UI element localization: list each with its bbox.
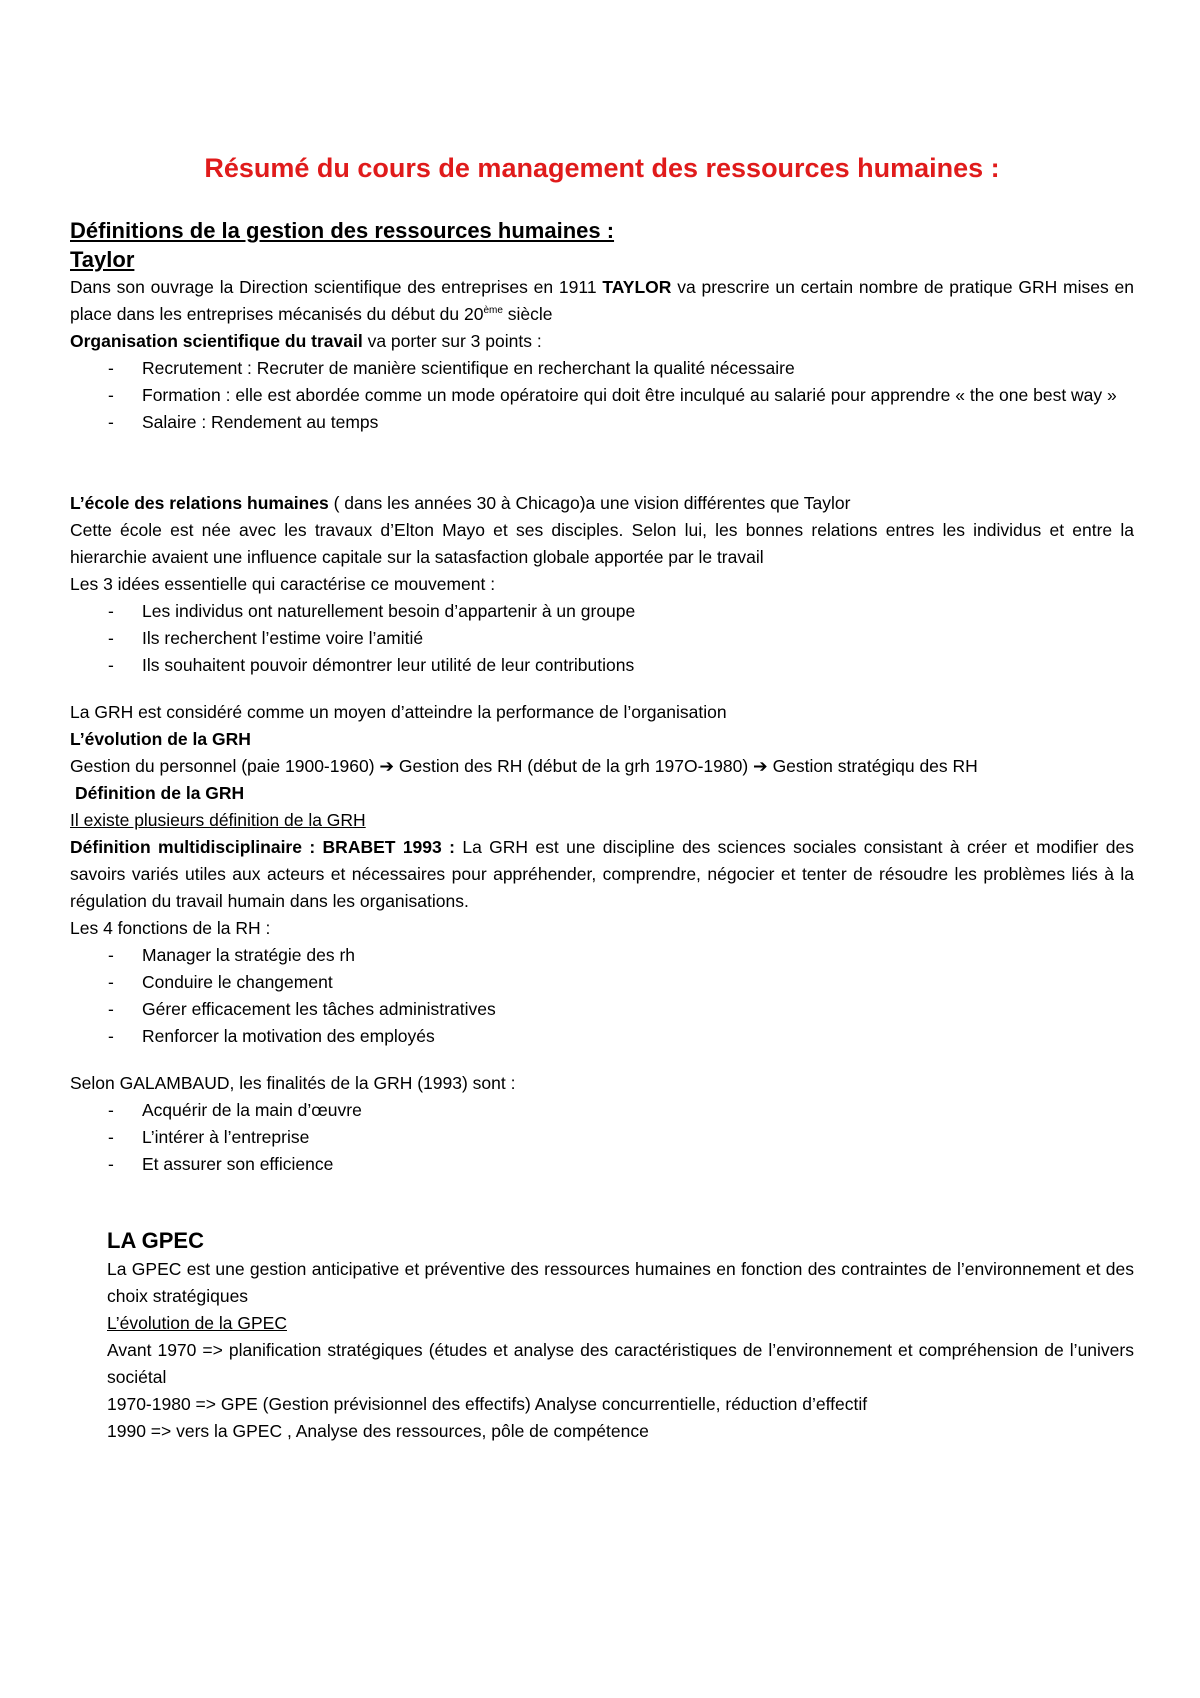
grh-multidisciplinary-definition — [70, 834, 1134, 915]
grh-several-definitions: Il existe plusieurs définition de la GRH — [70, 810, 366, 830]
relations-heading-line — [70, 490, 1134, 517]
grh-evolution-heading: L’évolution de la GRH — [70, 729, 251, 749]
list-item: - Ils souhaitent pouvoir démontrer leur utilité de leur contributions — [142, 652, 1134, 679]
grh-functions-list — [70, 942, 1134, 1050]
gpec-before-1970: Avant 1970 => planification stratégiques (études et analyse des caractéristiques de l’environnement et compréhension de l’univers sociétal — [107, 1340, 1134, 1387]
relations-ideas-list — [70, 598, 1134, 679]
document-page — [70, 150, 1134, 1445]
grh-evolution-line — [70, 753, 1134, 780]
taylor-heading: Taylor — [70, 247, 135, 272]
spacer — [70, 436, 1134, 490]
relations-paragraph: Cette école est née avec les travaux d’Elton Mayo et ses disciples. Selon lui, les bonnes relations entres les individus et entre la hierarchie avaient une influence capitale sur la satasfaction globale apportée par le travail — [70, 520, 1134, 567]
list-item: - Acquérir de la main d’œuvre — [142, 1097, 1134, 1124]
ost-line — [70, 328, 1134, 355]
grh-evolution-step-3: Gestion stratégiqu des RH — [767, 756, 978, 776]
grh-definition-heading: Définition de la GRH — [75, 783, 245, 803]
definitions-heading: Définitions de la gestion des ressources humaines : — [70, 218, 615, 243]
spacer — [70, 679, 1134, 699]
spacer — [70, 1178, 1134, 1226]
relations-school-rest: ( dans les années 30 à Chicago)a une vision différentes que Taylor — [328, 493, 851, 513]
gpec-heading: LA GPEC — [107, 1228, 204, 1253]
grh-evolution-step-1: Gestion du personnel (paie 1900-1960) — [70, 756, 380, 776]
list-item: - Renforcer la motivation des employés — [142, 1023, 1134, 1050]
gpec-1990: 1990 => vers la GPEC , Analyse des ressources, pôle de compétence — [107, 1421, 649, 1441]
relations-ideas-intro: Les 3 idées essentielle qui caractérise ce mouvement : — [70, 574, 496, 594]
list-item: - Gérer efficacement les tâches administratives — [142, 996, 1134, 1023]
grh-consider-line: La GRH est considéré comme un moyen d’atteindre la performance de l’organisation — [70, 702, 727, 722]
taylor-intro-text-3: siècle — [502, 304, 553, 324]
ost-bold-text: Organisation scientifique du travail — [70, 331, 363, 351]
list-item: - L’intérer à l’entreprise — [142, 1124, 1134, 1151]
list-item: - Manager la stratégie des rh — [142, 942, 1134, 969]
grh-evolution-step-2: Gestion des RH (début de la grh 197O-1980) — [394, 756, 754, 776]
list-item: - Salaire : Rendement au temps — [142, 409, 1134, 436]
page-title: Résumé du cours de management des ressources humaines : — [204, 153, 1000, 183]
gpec-1970-1980: 1970-1980 => GPE (Gestion prévisionnel des effectifs) Analyse concurrentielle, réduction d’effectif — [107, 1394, 868, 1414]
list-item: - Et assurer son efficience — [142, 1151, 1134, 1178]
arrow-right-icon: ➔ — [753, 756, 768, 776]
list-item: - Formation : elle est abordée comme un mode opératoire qui doit être inculqué au salarié pour apprendre « the one best way » — [142, 382, 1134, 409]
ost-rest-text: va porter sur 3 points : — [362, 331, 542, 351]
ordinal-superscript: ème — [483, 305, 503, 316]
list-item: - Ils recherchent l’estime voire l’amitié — [142, 625, 1134, 652]
ost-points-list — [70, 355, 1134, 436]
spacer — [70, 1050, 1134, 1070]
brabet-text: La GRH est une discipline des sciences sociales consistant à créer et modifier des savoirs variés utiles aux acteurs et nécessaires pour appréhender, comprendre, négocier et tenter de résoudre les problèmes liés à la régulation du travail humain dans les organisations. — [70, 837, 1135, 911]
list-item: - Recrutement : Recruter de manière scientifique en recherchant la qualité nécessaire — [142, 355, 1134, 382]
gpec-definition: La GPEC est une gestion anticipative et préventive des ressources humaines en fonction des contraintes de l’environnement et des choix stratégiques — [107, 1259, 1134, 1306]
list-item: - Les individus ont naturellement besoin d’appartenir à un groupe — [142, 598, 1134, 625]
arrow-right-icon: ➔ — [379, 756, 395, 776]
gpec-section — [70, 1226, 1134, 1445]
gpec-evolution-heading: L’évolution de la GPEC — [107, 1313, 287, 1333]
brabet-bold: Définition multidisciplinaire : BRABET 1993 : — [70, 837, 455, 857]
galambaud-intro: Selon GALAMBAUD, les finalités de la GRH (1993) sont : — [70, 1073, 516, 1093]
grh-functions-intro: Les 4 fonctions de la RH : — [70, 918, 271, 938]
list-item: - Conduire le changement — [142, 969, 1134, 996]
taylor-intro-text-1: Dans son ouvrage la Direction scientifique des entreprises en 1911 — [70, 277, 603, 297]
taylor-intro-text-2: va prescrire un certain nombre de pratique GRH mises en place dans les entreprises mécanisés du début du 20 — [70, 277, 1134, 324]
taylor-intro-paragraph — [70, 274, 1134, 328]
taylor-name: TAYLOR — [602, 277, 672, 297]
galambaud-finalities-list — [70, 1097, 1134, 1178]
relations-school-bold: L’école des relations humaines — [70, 493, 329, 513]
